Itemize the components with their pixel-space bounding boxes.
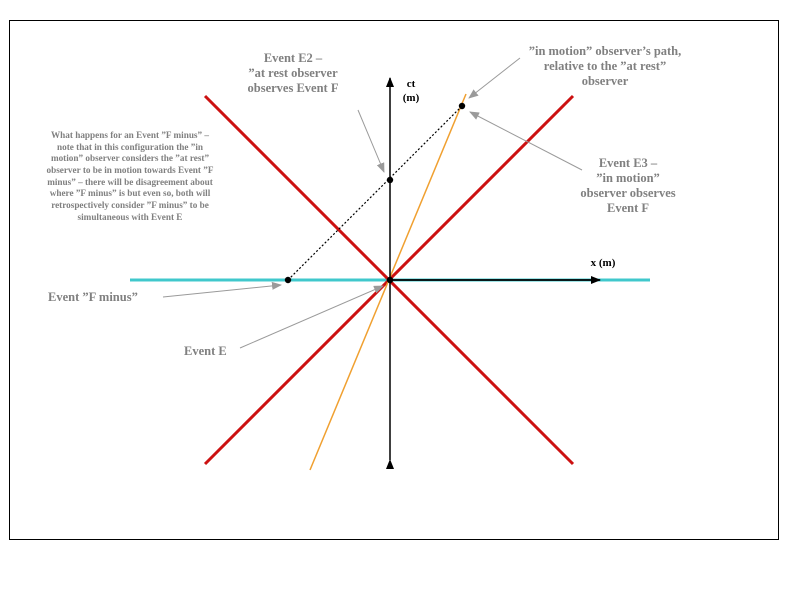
event-e3-label [558, 156, 698, 216]
pointer-e2 [358, 110, 384, 172]
pointer-f-minus [163, 285, 281, 297]
f-minus-note-line-2: note that in this configuration the ”in [57, 141, 203, 152]
f-minus-note-line-1: What happens for an Event ”F minus” – [50, 130, 209, 140]
event-e2-line-1: Event E2 – [263, 51, 323, 65]
event-e2-label [228, 51, 358, 96]
in-motion-path-label [505, 44, 705, 89]
f-minus-note-line-7: retrospectively consider ”F minus” to be [51, 200, 209, 211]
f-minus-note-line-3: motion” observer considers the ”at rest” [50, 153, 210, 164]
event-e3-dot [459, 103, 465, 109]
x-axis-label: x (m) [590, 257, 616, 269]
ct-axis-unit: (m) [402, 92, 420, 105]
event-e3-line-1: Event E3 – [598, 156, 658, 170]
ct-axis-title: ct [406, 78, 416, 90]
dotted-connector [288, 106, 462, 280]
pointer-e [240, 286, 383, 348]
event-e3-line-2: ”in motion” [596, 171, 660, 185]
in-motion-path-line-2: relative to the ”at rest” [543, 59, 667, 73]
in-motion-path-line-1: ”in motion” observer’s path, [528, 44, 682, 58]
f-minus-note-line-4: observer to be in motion towards Event ”F [46, 165, 214, 176]
event-e3-line-4: Event F [606, 201, 649, 215]
f-minus-note-line-5: minus” – there will be disagreement about [47, 176, 213, 187]
f-minus-note [20, 130, 240, 224]
event-f-minus-dot [285, 277, 291, 283]
event-e2-dot [387, 177, 393, 183]
f-minus-note-line-6: where ”F minus” is but even so, both will [49, 188, 211, 199]
f-minus-note-line-8: simultaneous with Event E [77, 211, 183, 222]
event-e3-line-3: observer observes [580, 186, 676, 200]
in-motion-path-line-3: observer [581, 74, 629, 88]
event-f-minus-label: Event ”F minus” [48, 290, 138, 304]
event-e2-line-2: ”at rest observer [248, 66, 338, 80]
event-e-label: Event E [184, 344, 227, 358]
event-e2-line-3: observes Event F [247, 81, 339, 95]
event-e-dot [387, 277, 393, 283]
ct-axis-label [396, 77, 426, 106]
